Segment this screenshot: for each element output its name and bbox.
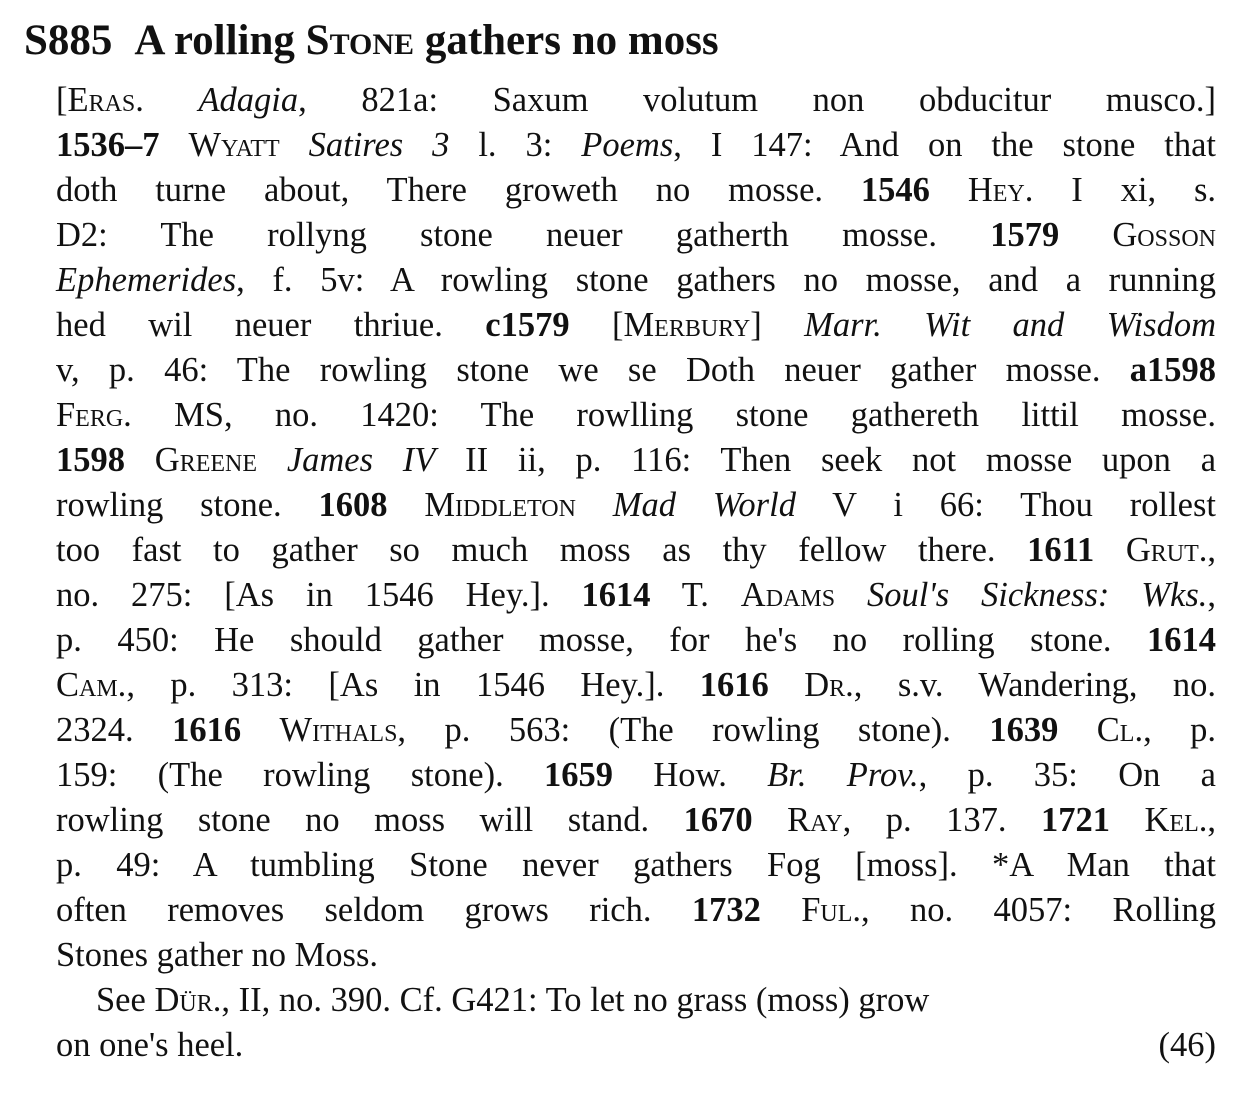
citation-author: Cl. [1096, 711, 1144, 749]
citation-line [56, 618, 1216, 663]
citation-text: hed wil neuer thriue. [56, 306, 486, 344]
citation-text: , p. 35: On a [918, 756, 1216, 794]
citation-year: 1614 [1147, 621, 1216, 659]
entry-title-post: gathers no moss [414, 17, 719, 64]
citation-year: 1659 [544, 756, 614, 794]
citation-author: Gosson [1112, 216, 1216, 254]
citation-text: , s.v. Wandering, no. [853, 666, 1217, 704]
citation-line [56, 708, 1216, 753]
citation-author: Ray [787, 801, 843, 839]
citation-author: Cam. [56, 666, 127, 704]
citation-text [1094, 531, 1126, 569]
citation-text [930, 171, 968, 209]
citation-author: Ful. [801, 891, 862, 929]
entry-citations [56, 78, 1216, 1068]
citation-line [56, 168, 1216, 213]
citation-text: too fast to gather so much moss as thy fellow there. [56, 531, 1028, 569]
citation-text: [ [569, 306, 624, 344]
citation-line [56, 978, 1216, 1023]
citation-text: II ii, p. 116: Then seek not mosse upon a [435, 441, 1217, 479]
citation-author: Kel. [1144, 801, 1208, 839]
citation-year: 1616 [699, 666, 769, 704]
citation-text [280, 126, 309, 164]
citation-text [257, 441, 287, 479]
citation-year: 1546 [860, 171, 930, 209]
citation-text [1058, 711, 1096, 749]
citation-work: James IV [286, 441, 436, 479]
citation-line [56, 888, 1216, 933]
citation-text [576, 486, 613, 524]
citation-author: Dr. [804, 666, 854, 704]
citation-work: Marr. Wit and Wisdom [804, 306, 1216, 344]
citation-text: p. 49: A tumbling Stone never gathers Fog [moss]. *A Man that [56, 846, 1216, 884]
citation-line [56, 393, 1216, 438]
citation-line [56, 438, 1216, 483]
citation-line [56, 528, 1216, 573]
citation-text [144, 81, 199, 119]
citation-line [56, 258, 1216, 303]
citation-text [769, 666, 804, 704]
citation-work: Soul's Sickness: Wks. [866, 576, 1208, 614]
citation-line [56, 78, 1216, 123]
citation-text [388, 486, 425, 524]
citation-text [160, 126, 189, 164]
citation-text [125, 441, 155, 479]
citation-line [56, 213, 1216, 258]
citation-text: , [1207, 576, 1217, 614]
citation-text [835, 576, 867, 614]
citation-text: ] [750, 306, 805, 344]
citation-text: , I 147: And on the stone that [673, 126, 1217, 164]
citation-line [56, 348, 1216, 393]
citation-work: Br. Prov. [767, 756, 919, 794]
citation-text: rowling stone no moss will stand. [56, 801, 684, 839]
citation-text: [ [56, 81, 68, 119]
citation-year: 1536–7 [56, 126, 160, 164]
citation-text [753, 801, 788, 839]
citation-year: 1670 [683, 801, 753, 839]
citation-year: 1611 [1027, 531, 1095, 569]
citation-text: How. [613, 756, 768, 794]
citation-author: Dür. [154, 981, 222, 1019]
citation-text: , II, no. 390. Cf. G421: To let no grass (moss) grow [221, 981, 930, 1019]
citation-line [56, 753, 1216, 798]
citation-text: , p. 563: (The rowling stone). [397, 711, 990, 749]
citation-author: Merbury [623, 306, 751, 344]
citation-line [56, 1023, 1216, 1068]
citation-text [1110, 801, 1145, 839]
citation-line [56, 573, 1216, 618]
citation-line [56, 933, 1216, 978]
citation-author: Adams [740, 576, 836, 614]
citation-work: Adagia [198, 81, 299, 119]
citation-work: Poems [581, 126, 674, 164]
citation-year: 1608 [318, 486, 388, 524]
citation-text: doth turne about, There groweth no mosse. [56, 171, 861, 209]
citation-year: 1721 [1041, 801, 1111, 839]
citation-work: Satires 3 [308, 126, 450, 164]
citation-work: Ephemerides [56, 261, 237, 299]
citation-text: , p. 137. [842, 801, 1042, 839]
citation-author: Greene [154, 441, 258, 479]
citation-text: D2: The rollyng stone neuer gatherth mosse. [56, 216, 991, 254]
citation-text: on one's heel. [56, 1026, 244, 1064]
citation-text: rowling stone. [56, 486, 319, 524]
citation-author: Wyatt [188, 126, 280, 164]
citation-author: Hey. [967, 171, 1034, 209]
citation-line [56, 303, 1216, 348]
citation-text [241, 711, 279, 749]
citation-text: Stones gather no Moss. [56, 936, 378, 974]
citation-line [56, 843, 1216, 888]
citation-line [56, 663, 1216, 708]
citation-year: 1616 [172, 711, 242, 749]
citation-line [56, 123, 1216, 168]
entry-code: S885 [24, 17, 113, 64]
citation-text: I xi, s. [1033, 171, 1217, 209]
citation-line [56, 483, 1216, 528]
citation-year: a1598 [1129, 351, 1216, 389]
citation-text [56, 1023, 243, 1068]
citation-text: , 821a: Saxum volutum non obducitur musco.] [298, 81, 1216, 119]
citation-text: v, p. 46: The rowling stone we se Doth neuer gather mosse. [56, 351, 1130, 389]
citation-line [56, 798, 1216, 843]
entry-title-pre: A rolling [134, 17, 306, 64]
citation-year: 1579 [990, 216, 1060, 254]
entry-title-smallcaps: Stone [305, 17, 415, 64]
citation-text: , f. 5v: A rowling stone gathers no mosse, and a running [236, 261, 1216, 299]
citation-author: Middleton [424, 486, 576, 524]
citation-text: , p. [1143, 711, 1217, 749]
citation-text: , [1207, 801, 1217, 839]
citation-text: l. 3: [449, 126, 582, 164]
citation-text: , no. 4057: Rolling [861, 891, 1217, 929]
citation-text: , p. 313: [As in 1546 Hey.]. [126, 666, 700, 704]
citation-year: 1732 [691, 891, 761, 929]
citation-year: 1598 [56, 441, 125, 479]
citation-author: Grut. [1125, 531, 1208, 569]
citation-text: often removes seldom grows rich. [56, 891, 692, 929]
citation-text: p. 450: He should gather mosse, for he's no rolling stone. [56, 621, 1147, 659]
citation-year: 1614 [581, 576, 651, 614]
citation-text [761, 891, 801, 929]
citation-text: MS, no. 1420: The rowlling stone gathereth littil mosse. [131, 396, 1216, 434]
citation-text: 159: (The rowling stone). [56, 756, 545, 794]
page-marker: (46) [1158, 1026, 1216, 1064]
citation-text: V i 66: Thou rollest [795, 486, 1217, 524]
citation-year: c1579 [485, 306, 570, 344]
citation-text: , [1207, 531, 1217, 569]
citation-year: 1639 [989, 711, 1059, 749]
citation-text [1059, 216, 1112, 254]
citation-author: Ferg. [56, 396, 132, 434]
citation-work: Mad World [612, 486, 796, 524]
citation-author: Withals [279, 711, 398, 749]
citation-text: See [96, 981, 155, 1019]
citation-text: no. 275: [As in 1546 Hey.]. [56, 576, 582, 614]
entry-heading [24, 14, 719, 68]
citation-text: T. [650, 576, 741, 614]
citation-text: 2324. [56, 711, 173, 749]
citation-author: Eras. [67, 81, 144, 119]
